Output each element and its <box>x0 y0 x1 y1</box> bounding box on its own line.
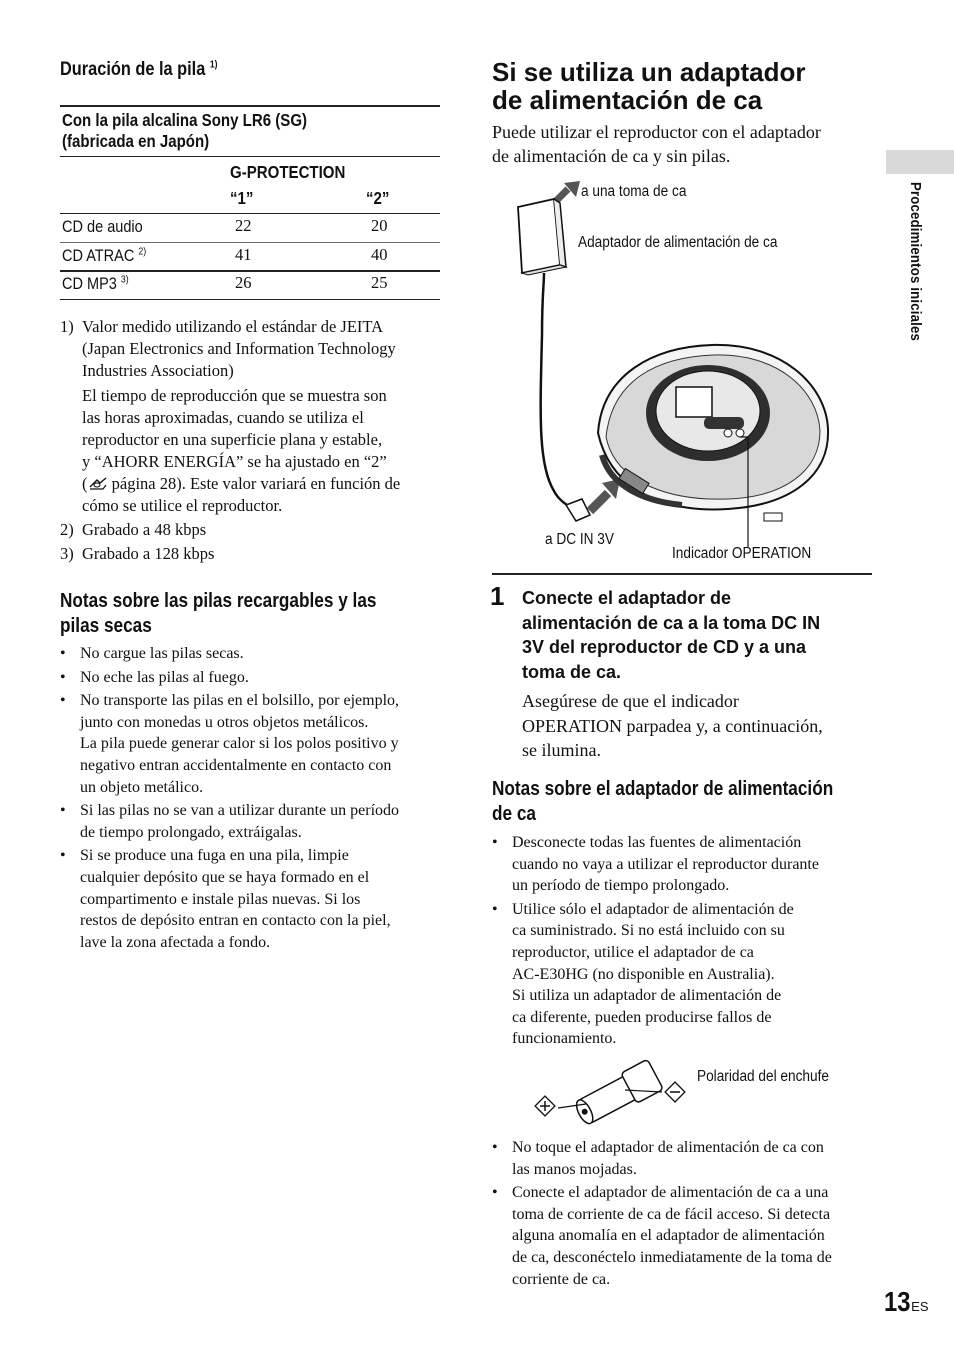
footnote-3 <box>60 543 445 565</box>
footnote-line: cómo se utilice el reproductor. <box>82 496 283 515</box>
list-item: • No eche las pilas al fuego. <box>60 667 450 689</box>
list-item: • No toque el adaptador de alimentación de ca con las manos mojadas. <box>492 1137 877 1180</box>
plug-polarity-icon <box>530 1058 710 1128</box>
heading-text: Duración de la pila <box>60 59 206 80</box>
page-title <box>492 58 806 114</box>
heading-line: de ca <box>492 803 536 825</box>
table-row <box>62 244 440 271</box>
step-body-line: Asegúrese de que el indicador <box>522 691 739 711</box>
col1-header <box>230 186 257 210</box>
positive-terminal-icon <box>535 1096 555 1116</box>
operation-indicator-label: Indicador OPERATION <box>672 545 812 562</box>
title-line: de alimentación de ca <box>492 85 763 115</box>
table-row <box>62 215 440 242</box>
table-header-rule <box>60 213 440 214</box>
col1-label: “1” <box>230 188 254 208</box>
list-item: • No cargue las pilas secas. <box>60 643 450 665</box>
polarity-label: Polaridad del enchufe <box>697 1068 829 1085</box>
intro-line: Puede utilizar el reproductor con el adaptador <box>492 122 821 142</box>
row-label: CD ATRAC $^{2)}$ <box>62 246 147 265</box>
title-line: Si se utiliza un adaptador <box>492 57 806 87</box>
step-title-line: Conecte el adaptador de <box>522 588 732 608</box>
outlet-label: a una toma de ca <box>581 183 687 200</box>
step-title-line: 3V del reproductor de CD y a una <box>522 637 807 657</box>
ac-adapter-icon <box>518 199 566 275</box>
col2-header <box>366 186 393 210</box>
page-number-value: 13 <box>884 1286 911 1317</box>
step-body <box>522 689 823 763</box>
step-title <box>522 586 872 684</box>
step-title-line: alimentación de ca a la toma DC IN <box>522 612 821 633</box>
step-body-line: se ilumina. <box>522 740 601 760</box>
row-value-2: 25 <box>371 273 388 292</box>
row-label: CD de audio <box>62 218 143 236</box>
intro-text <box>492 120 821 168</box>
heading-line: Notas sobre el adaptador de alimentación <box>492 778 834 800</box>
outlet-arrow-icon <box>554 181 580 203</box>
list-item: • Desconecte todas las fuentes de alimentación cuando no vaya a utilizar el reproductor durante un período de tiempo prolongado. <box>492 832 877 897</box>
col2-label: “2” <box>366 188 390 208</box>
adapter-notes-list <box>492 832 877 1052</box>
table-caption-line2: (fabricada en Japón) <box>62 131 210 151</box>
heading-line: pilas secas <box>60 615 152 637</box>
list-item: • Si las pilas no se van a utilizar durante un período de tiempo prolongado, extráigalas. <box>60 800 450 843</box>
heading-line: Notas sobre las pilas recargables y las <box>60 590 377 612</box>
row-value-2: 40 <box>371 245 388 264</box>
step-title-line: toma de ca. <box>522 661 622 682</box>
dc-in-arrow-icon <box>590 479 620 511</box>
section-rule <box>492 573 872 575</box>
battery-notes-heading <box>60 589 428 639</box>
page-reference-icon <box>88 477 108 490</box>
side-tab-text: Procedimientos iniciales <box>907 182 924 342</box>
list-item: • Si se produce una fuga en una pila, limpie cualquier depósito que se haya formado en el compartimento e instale pilas nuevas. Si los restos de depósito entran en contacto con la piel, lave la zona afectada a fondo. <box>60 845 450 953</box>
row-value-1: 26 <box>235 273 252 292</box>
footnote-number: 1) <box>60 317 74 336</box>
battery-duration-heading <box>60 58 243 82</box>
plug-polarity-diagram <box>530 1058 710 1128</box>
footnote-line: reproductor en una superficie plana y estable, <box>82 430 383 449</box>
footnote-1 <box>60 316 445 517</box>
row-value-1: 22 <box>235 216 252 235</box>
row-label: CD MP3 $^{3)}$ <box>62 274 129 293</box>
gprotection-label: G-PROTECTION <box>230 162 346 182</box>
intro-line: de alimentación de ca y sin pilas. <box>492 146 731 166</box>
footnote-number: 3) <box>60 544 74 563</box>
table-row <box>62 272 440 299</box>
adapter-notes-list-continued <box>492 1137 877 1292</box>
adapter-cable <box>541 273 574 509</box>
step-number: 1 <box>490 581 505 611</box>
step-body-line: OPERATION parpadea y, a continuación, <box>522 715 823 736</box>
footnote-ref-line: ( página 28). Este valor variará en función de <box>82 474 401 493</box>
table-top-rule <box>60 105 440 107</box>
list-item: • Conecte el adaptador de alimentación de ca a una toma de corriente de ca de fácil acceso. Si detecta alguna anomalía en el adaptador de alimentación de ca, desconéctelo inmediatamente de la toma de corriente de ca. <box>492 1182 877 1290</box>
page-language-code: ES <box>911 1299 929 1314</box>
footnote-text: Grabado a 128 kbps <box>82 544 215 563</box>
dc-plug-icon <box>566 499 590 521</box>
row-rule <box>60 242 440 243</box>
adapter-connection-diagram <box>492 175 872 575</box>
footnote-mark: 1) <box>209 59 218 71</box>
table-caption-line1: Con la pila alcalina Sony LR6 (SG) <box>62 110 308 130</box>
negative-terminal-icon <box>665 1082 685 1102</box>
footnote-line: (Japan Electronics and Information Technology <box>82 339 396 358</box>
row-value-2: 20 <box>371 216 388 235</box>
footnote-line: Industries Association) <box>82 361 234 380</box>
list-item: • Utilice sólo el adaptador de alimentación de ca suministrado. Si no está incluido con su reproductor, utilice el adaptador de ca AC-E30HG (no disponible en Australia). Si utiliza un adaptador de alimentación de ca diferente, pueden producirse fallos de funcionamiento. <box>492 899 877 1050</box>
footnote-line: Valor medido utilizando el estándar de JEITA <box>82 317 384 336</box>
row-value-1: 41 <box>235 245 252 264</box>
footnote-line: las horas aproximadas, cuando se utiliza el <box>82 408 364 427</box>
page-number <box>884 1286 929 1318</box>
table-bottom-rule <box>60 299 440 300</box>
list-item: • No transporte las pilas en el bolsillo, por ejemplo, junto con monedas u otros objetos metálicos. La pila puede generar calor si los polos positivo y negativo entran accidentalmente en contacto con un objeto metálico. <box>60 690 450 798</box>
footnotes <box>60 316 445 565</box>
section-side-tab <box>886 150 954 174</box>
adapter-label: Adaptador de alimentación de ca <box>578 234 778 251</box>
adapter-notes-heading <box>492 777 889 827</box>
cd-player-icon <box>598 345 828 521</box>
battery-notes-list <box>60 643 450 955</box>
footnote-line: El tiempo de reproducción que se muestra son <box>82 386 387 405</box>
gprotection-header <box>230 160 364 184</box>
footnote-2 <box>60 519 445 541</box>
footnote-text: Grabado a 48 kbps <box>82 520 207 539</box>
dc-in-label: a DC IN 3V <box>545 531 614 548</box>
side-tab-label <box>904 182 924 382</box>
footnote-number: 2) <box>60 520 74 539</box>
footnote-line: y “AHORR ENERGÍA” se ha ajustado en “2” <box>82 452 387 471</box>
table-caption-rule <box>60 156 440 157</box>
table-caption <box>62 110 347 152</box>
